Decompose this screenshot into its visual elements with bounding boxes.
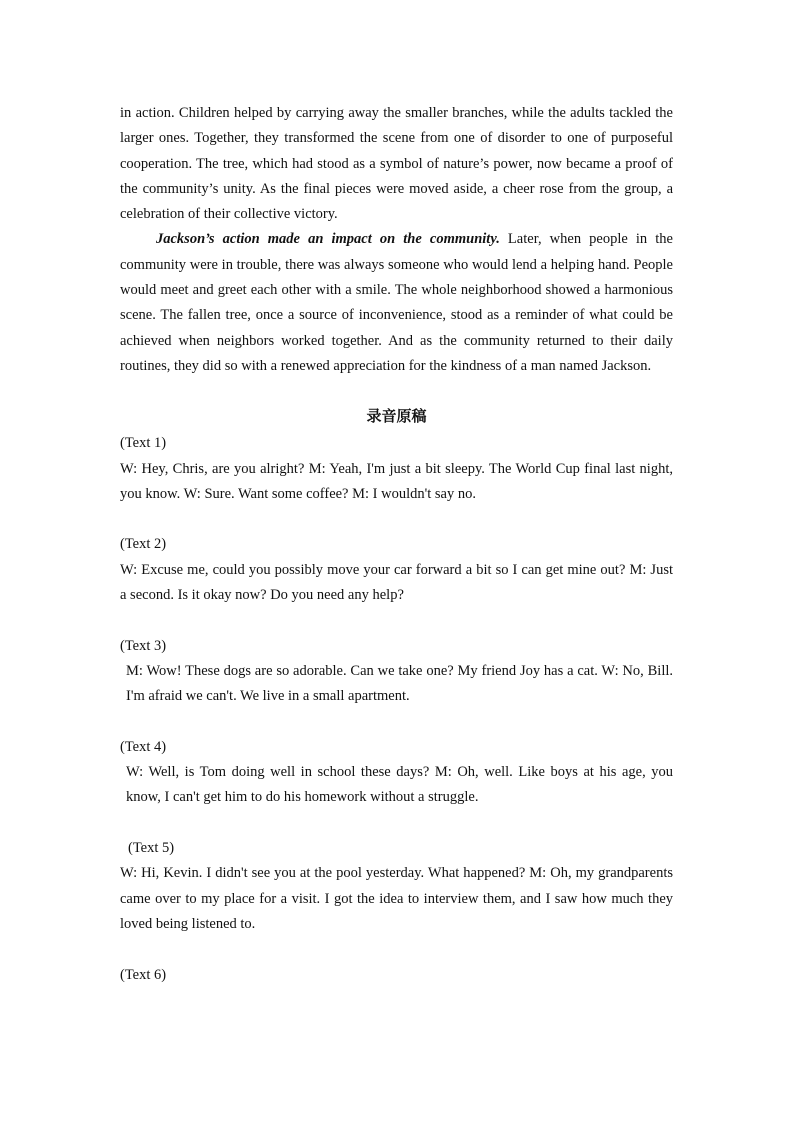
text-1-label: (Text 1)	[120, 435, 167, 452]
text-6-label: (Text 6)	[120, 966, 167, 983]
text-2-dialog: W: Excuse me, could you possibly move your car forward a bit so I can get mine out? M: Just a second. Is it okay now? Do you need any help?	[120, 561, 673, 604]
spacer	[120, 608, 673, 633]
text-4-label: (Text 4)	[120, 738, 167, 755]
paragraph-lead-sentence: Jackson’s action made an impact on the community.	[156, 231, 500, 248]
text-1-dialog: W: Hey, Chris, are you alright? M: Yeah, I'm just a bit sleepy. The World Cup final last night, you know. W: Sure. Want some coffee? M: I wouldn't say no.	[120, 460, 673, 502]
spacer	[120, 937, 673, 962]
text-5-dialog: W: Hi, Kevin. I didn't see you at the pool yesterday. What happened? M: Oh, my grandparents came over to my place for a visit. I got the idea to interview them, and I saw how much they loved being listened to.	[120, 865, 673, 932]
story-paragraph-2	[120, 227, 673, 379]
spacer	[120, 507, 673, 532]
spacer	[120, 811, 673, 836]
paragraph-body: Later, when people in the community were in trouble, there was always someone who would lend a helping hand. People would meet and greet each other with a smile. The whole neighborhood showed a harmonious scene. The fallen tree, once a source of inconvenience, stood as a reminder of what could be achieved when neighbors worked together. And as the community returned to their daily routines, they did so with a renewed appreciation for the kindness of a man named Jackson.	[120, 231, 673, 374]
text-5-label: (Text 5)	[128, 840, 175, 857]
story-paragraph-1: in action. Children helped by carrying away the smaller branches, while the adults tackled the larger ones. Together, they transformed the scene from one of disorder to one of purposeful cooperation. The tree, which had stood as a symbol of nature’s power, now became a proof of the community’s unity. As the final pieces were moved aside, a cheer rose from the group, a celebration of their collective victory.	[120, 105, 673, 223]
text-2-label: (Text 2)	[120, 536, 167, 553]
document-page	[120, 101, 673, 988]
text-4-dialog: W: Well, is Tom doing well in school these days? M: Oh, well. Like boys at his age, you know, I can't get him to do his homework without a struggle.	[126, 764, 673, 806]
spacer	[120, 710, 673, 735]
text-3-dialog: M: Wow! These dogs are so adorable. Can we take one? My friend Joy has a cat. W: No, Bill. I'm afraid we can't. We live in a small apartment.	[126, 662, 673, 705]
transcript-heading: 录音原稿	[366, 407, 427, 426]
text-3-label: (Text 3)	[120, 637, 167, 654]
